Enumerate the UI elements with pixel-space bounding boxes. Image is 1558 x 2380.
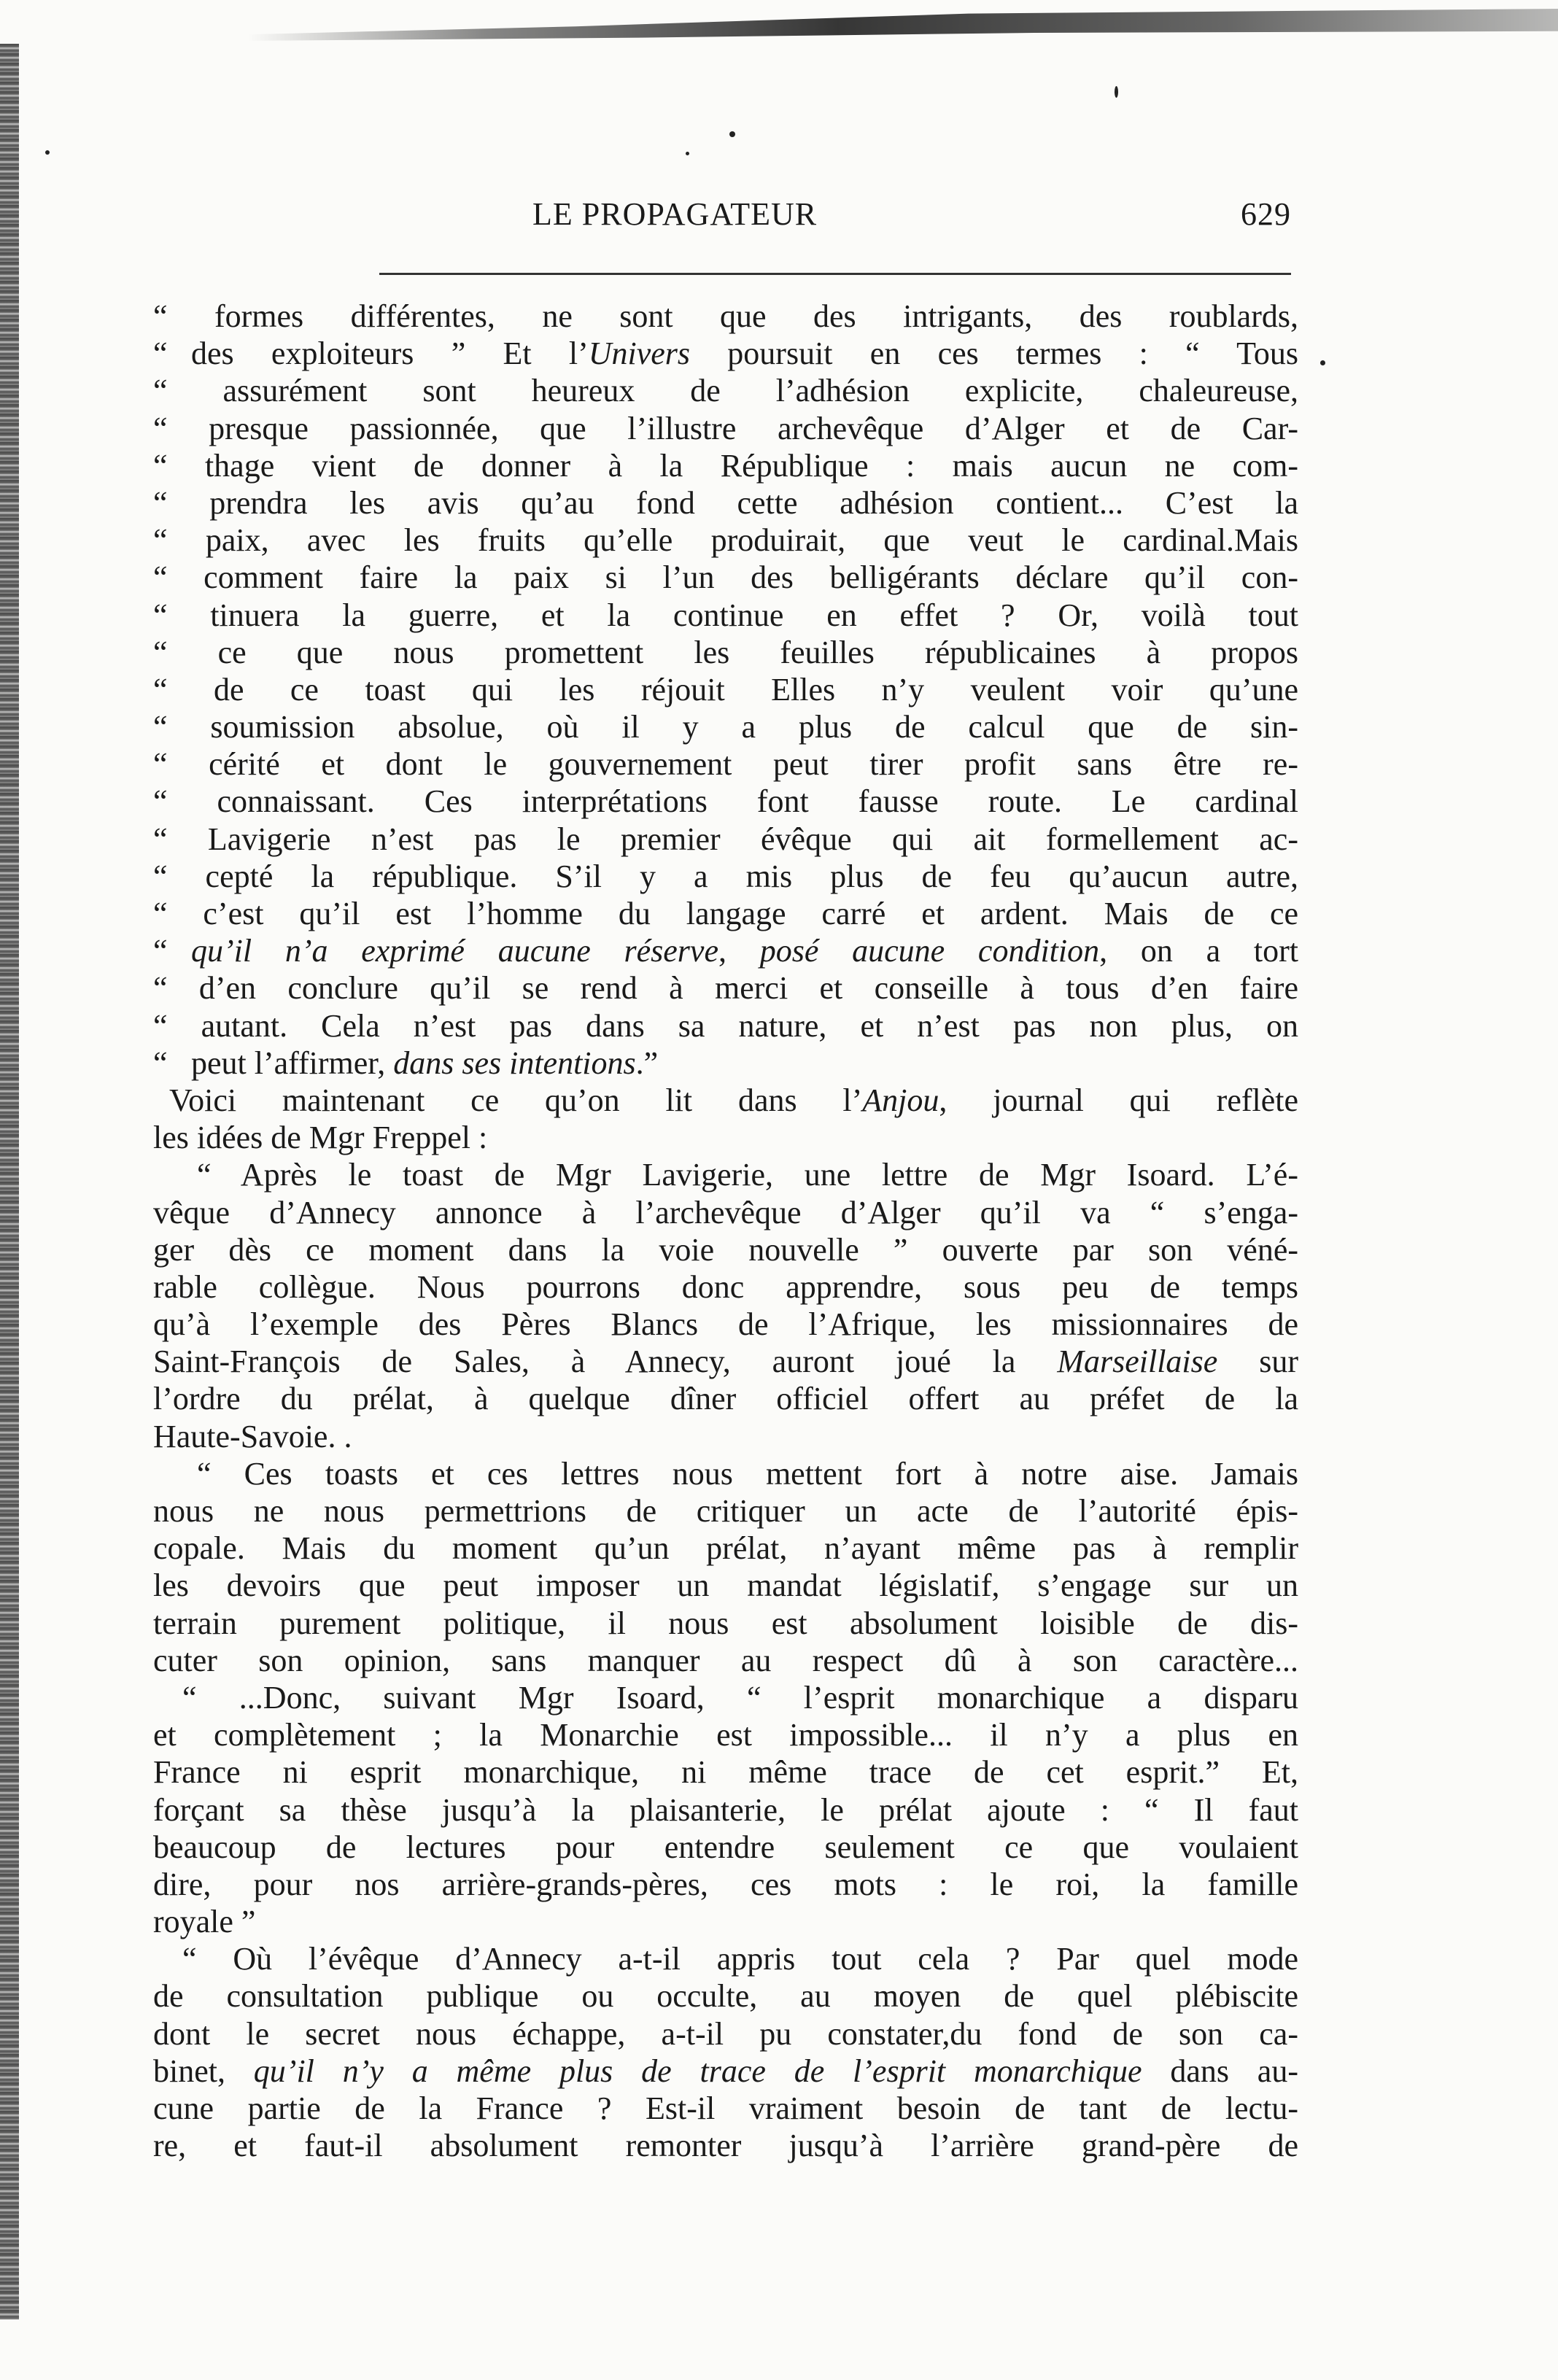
text-line: “ de ce toast qui les réjouit Elles n’y veulent voir qu’une <box>153 671 1298 708</box>
text-line: et complètement ; la Monarchie est impossible... il n’y a plus en <box>153 1717 1298 1753</box>
text-line: Haute-Savoie. . <box>153 1418 352 1454</box>
header-title: LE PROPAGATEUR <box>532 196 818 232</box>
text-line: “ Où l’évêque d’Annecy a-t-il appris tout cela ? Par quel mode <box>182 1941 1298 1977</box>
text-line: copale. Mais du moment qu’un prélat, n’ayant même pas à remplir <box>153 1530 1298 1567</box>
text-line: “ ...Donc, suivant Mgr Isoard, “ l’esprit monarchique a disparu <box>182 1679 1298 1716</box>
ink-speck <box>1320 360 1325 365</box>
text-line: “ autant. Cela n’est pas dans sa nature, et n’est pas non plus, on <box>153 1007 1298 1044</box>
text-line: nous ne nous permettrions de critiquer un acte de l’autorité épis- <box>153 1493 1298 1529</box>
text-line: “ prendra les avis qu’au fond cette adhésion contient... C’est la <box>153 484 1298 521</box>
text-line: “ d’en conclure qu’il se rend à merci et conseille à tous d’en faire <box>153 970 1298 1007</box>
text-line: dire, pour nos arrière-grands-pères, ces mots : le roi, la famille <box>153 1866 1298 1902</box>
text-line: terrain purement politique, il nous est absolument loisible de dis- <box>153 1605 1298 1641</box>
scan-edge-shadow <box>248 9 1558 41</box>
text-line: “ comment faire la paix si l’un des belligérants déclare qu’il con- <box>153 559 1298 596</box>
text-line: cune partie de la France ? Est-il vraiment besoin de tant de lectu- <box>153 2090 1298 2126</box>
text-line: les idées de Mgr Freppel : <box>153 1120 488 1156</box>
text-line: l’ordre du prélat, à quelque dîner officiel offert au préfet de la <box>153 1381 1298 1417</box>
text-line: “ Lavigerie n’est pas le premier évêque qui ait formellement ac- <box>153 821 1298 857</box>
header-rule <box>379 273 1291 275</box>
text-line: ger dès ce moment dans la voie nouvelle ” ouverte par son véné- <box>153 1231 1298 1268</box>
text-line: “ qu’il n’a exprimé aucune réserve, posé aucune condition, on a tort <box>153 933 1298 969</box>
text-line: qu’à l’exemple des Pères Blancs de l’Afrique, les missionnaires de <box>153 1306 1298 1343</box>
text-line: “ Ces toasts et ces lettres nous mettent fort à notre aise. Jamais <box>197 1455 1298 1492</box>
text-line: “ presque passionnée, que l’illustre archevêque d’Alger et de Car- <box>153 410 1298 446</box>
text-line: dont le secret nous échappe, a-t-il pu constater,du fond de son ca- <box>153 2015 1298 2052</box>
body-text <box>153 298 1298 2164</box>
text-line: de consultation publique ou occulte, au moyen de quel plébiscite <box>153 1978 1298 2015</box>
text-line: “ thage vient de donner à la République : mais aucun ne com- <box>153 447 1298 484</box>
text-line: “ des exploiteurs ” Et l’Univers poursuit en ces termes : “ Tous <box>153 336 1299 372</box>
text-line: “ soumission absolue, où il y a plus de calcul que de sin- <box>153 709 1298 745</box>
text-line: “ Après le toast de Mgr Lavigerie, une lettre de Mgr Isoard. L’é- <box>197 1157 1298 1193</box>
text-line: “ c’est qu’il est l’homme du langage carré et ardent. Mais de ce <box>153 896 1298 931</box>
text-line: “ peut l’affirmer, dans ses intentions.” <box>153 1044 659 1081</box>
text-line: les devoirs que peut imposer un mandat législatif, s’engage sur un <box>153 1567 1298 1604</box>
text-line: beaucoup de lectures pour entendre seulement ce que voulaient <box>153 1829 1298 1865</box>
text-line: vêque d’Annecy annonce à l’archevêque d’Alger qu’il va “ s’enga- <box>153 1194 1298 1230</box>
text-line: royale ” <box>153 1904 256 1940</box>
text-line: “ formes différentes, ne sont que des intrigants, des roublards, <box>153 298 1298 334</box>
text-line: “ ce que nous promettent les feuilles républicaines à propos <box>153 634 1298 670</box>
text-line: forçant sa thèse jusqu’à la plaisanterie, le prélat ajoute : “ Il faut <box>153 1791 1298 1828</box>
text-line: “ connaissant. Ces interprétations font fausse route. Le cardinal <box>153 783 1298 820</box>
ink-speck <box>45 150 50 155</box>
text-line: “ cepté la république. S’il y a mis plus de feu qu’aucun autre, <box>153 858 1298 894</box>
text-line: Saint-François de Sales, à Annecy, auront joué la Marseillaise sur <box>153 1344 1298 1380</box>
ink-speck <box>729 131 735 137</box>
text-line: rable collègue. Nous pourrons donc apprendre, sous peu de temps <box>153 1268 1298 1305</box>
page-number: 629 <box>1241 196 1291 232</box>
text-line: “ assurément sont heureux de l’adhésion explicite, chaleureuse, <box>153 373 1298 409</box>
text-line: cuter son opinion, sans manquer au respect dû à son caractère... <box>153 1642 1298 1678</box>
text-line: binet, qu’il n’y a même plus de trace de l’esprit monarchique dans au- <box>153 2053 1298 2089</box>
running-header <box>168 195 1291 239</box>
text-line: “ tinuera la guerre, et la continue en effet ? Or, voilà tout <box>153 597 1298 633</box>
text-line: re, et faut-il absolument remonter jusqu’à l’arrière grand-père de <box>153 2128 1298 2164</box>
binding-edge <box>0 44 19 2319</box>
text-line: “ paix, avec les fruits qu’elle produirait, que veut le cardinal.Mais <box>153 522 1298 559</box>
ink-speck <box>1115 86 1118 98</box>
ink-speck <box>686 152 689 155</box>
text-line: France ni esprit monarchique, ni même trace de cet esprit.” Et, <box>153 1754 1298 1791</box>
text-line: Voici maintenant ce qu’on lit dans l’Anjou, journal qui reflète <box>169 1082 1299 1118</box>
text-line: “ cérité et dont le gouvernement peut tirer profit sans être re- <box>153 746 1298 783</box>
